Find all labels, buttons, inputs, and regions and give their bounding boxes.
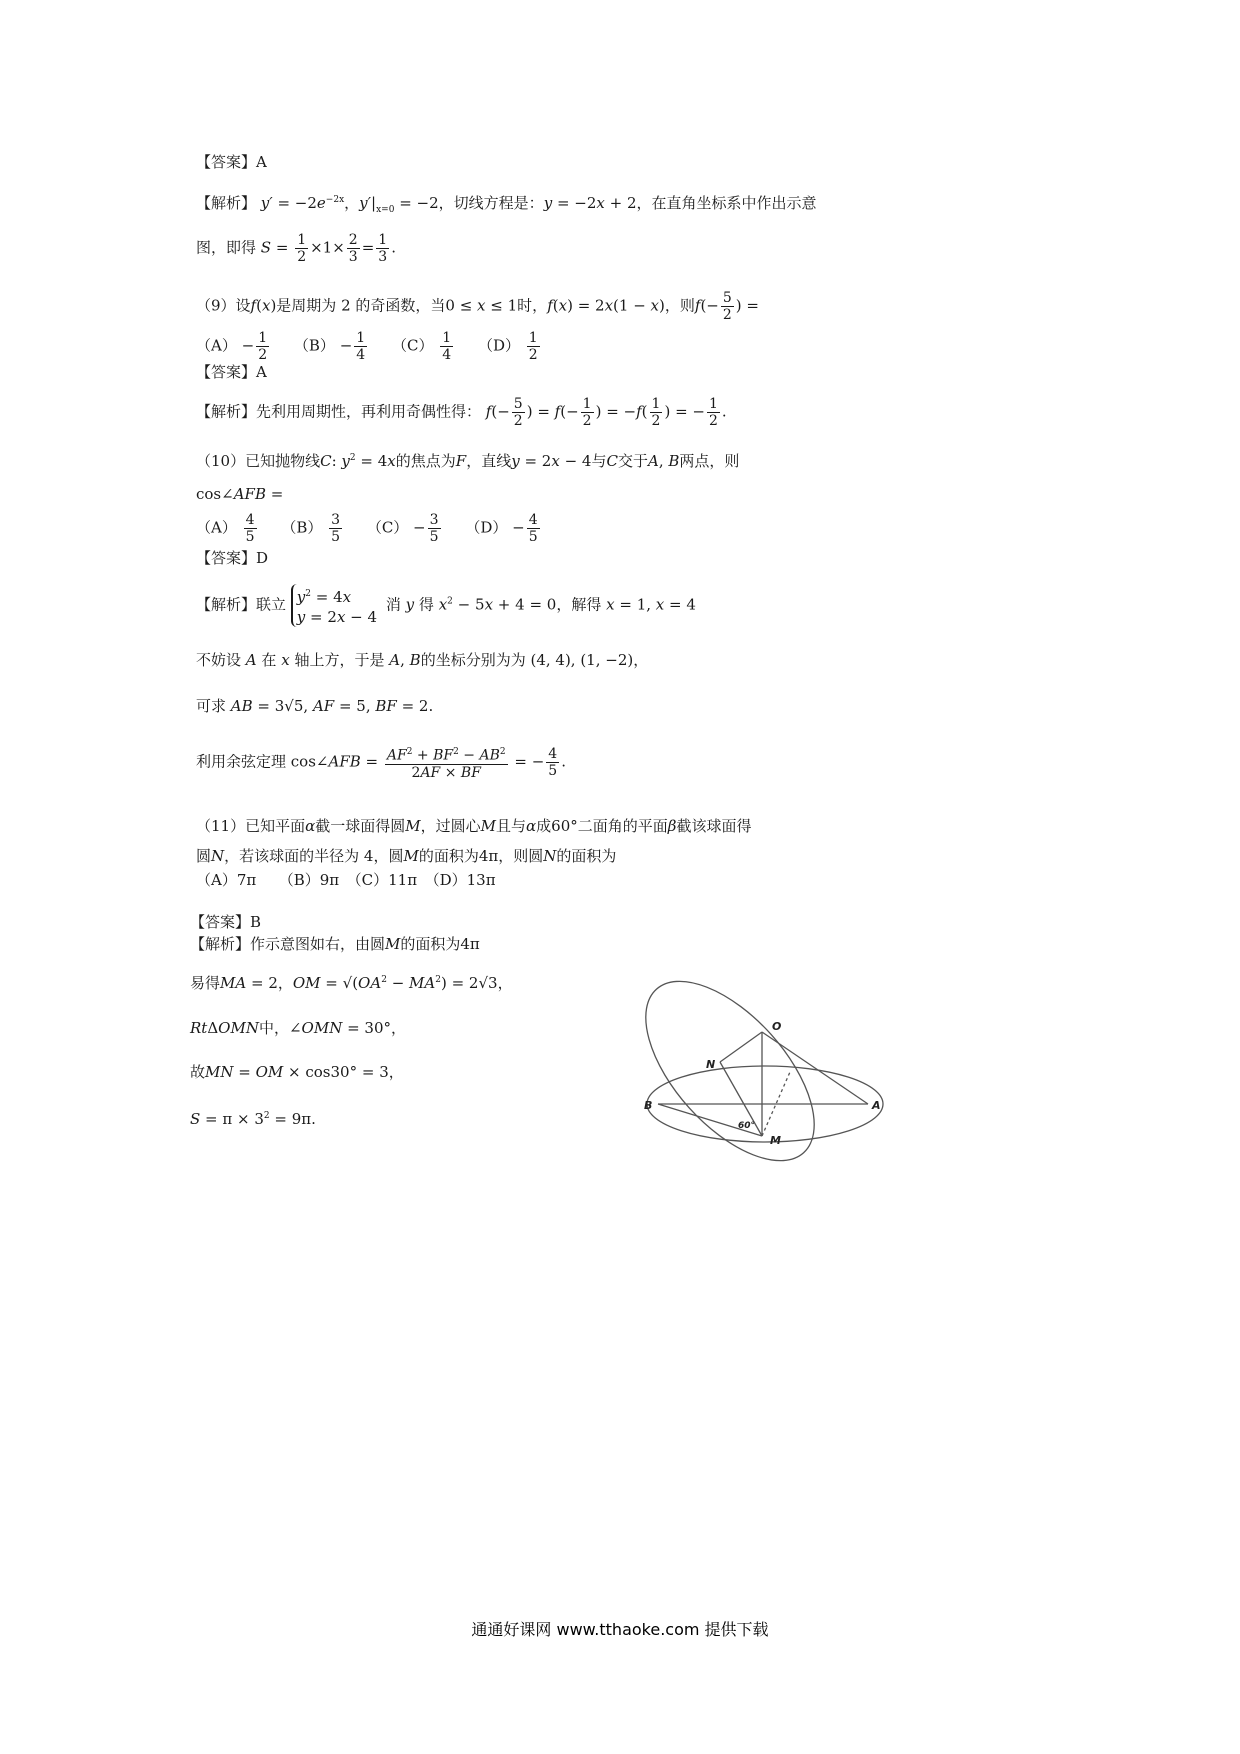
question-10-cont: cos∠AFB =	[196, 485, 284, 503]
text: 与	[591, 452, 607, 470]
text: ，切线方程是：	[438, 194, 544, 212]
text: 成	[536, 817, 552, 835]
circle-n-ellipse	[640, 976, 844, 1166]
text: 的焦点为	[395, 452, 456, 470]
option-c: （C）	[391, 336, 434, 355]
label-angle: 60°	[738, 1121, 756, 1131]
footer: 通通好课网 www.tthaoke.com 提供下载	[471, 1620, 769, 1639]
text: 是周期为 2 的奇函数，当	[276, 296, 446, 315]
text: ，在直角坐标系中作出示意	[636, 194, 817, 212]
option-d: （D）	[477, 336, 520, 355]
answer-text: 【答案】D	[196, 549, 269, 567]
label-o: O	[772, 1020, 782, 1033]
text: 交于	[617, 452, 648, 470]
label-b: B	[644, 1099, 653, 1112]
answer-text: 【答案】B	[190, 913, 262, 931]
answer-line	[196, 548, 268, 568]
text: 利用余弦定理	[196, 752, 287, 771]
text: （9）设	[196, 296, 251, 315]
text: 【解析】联立	[196, 595, 287, 614]
text: 两点，则	[679, 452, 740, 470]
text: 【解析】作示意图如右，由圆	[190, 935, 386, 953]
text: 得	[418, 595, 434, 614]
line-no	[720, 1032, 762, 1062]
text: 的坐标分别为为	[420, 651, 526, 669]
solution-line: RtΔOMN中，∠OMN = 30°，	[190, 1019, 407, 1037]
solution-line: 图，即得 S = $\frac{1}{2}$ ×1× $\frac{2}{3}$ = $\frac{1}{3}$ .	[196, 232, 396, 265]
text: 故	[190, 1063, 206, 1081]
text: 在	[261, 651, 277, 669]
line-oa	[762, 1032, 868, 1104]
solution-line: $S = \pi \times 3^2 = 9\pi$.	[190, 1110, 316, 1128]
text: 中，	[258, 1019, 289, 1037]
question-11-cont: 圆N，若该球面的半径为 4，圆M的面积为4π，则圆N的面积为	[196, 847, 617, 865]
options-9: （A） − $\frac{1}{2}$ （B） − $\frac{1}{4}$ （C） $\frac{1}{4}$ （D） $\frac{1}{2}$	[196, 330, 538, 363]
text: ，则	[664, 296, 695, 315]
solution-label: 【解析】	[196, 194, 257, 212]
text: 【解析】先利用周期性，再利用奇偶性得：	[196, 402, 482, 421]
solution-line: 利用余弦定理 cos∠AFB = $\frac{AF^2 + BF^2 - AB^2}{2AF \times BF}$ = − $\frac{4}{5}$ .	[196, 745, 566, 781]
label-a: A	[872, 1099, 881, 1112]
text: 截该球面得	[676, 817, 752, 835]
text: 消	[385, 595, 401, 614]
text: 圆	[196, 847, 212, 865]
question-10: （10）已知抛物线C: $y^2 = 4x$的焦点为F，直线y = 2x − 4与C交于A, B两点，则	[196, 452, 740, 470]
options-text: （A）7π （B）9π （C）11π （D）13π	[196, 871, 496, 889]
solution-line: 故MN = OM × cos30° = 3，	[190, 1063, 404, 1081]
text: 易得	[190, 974, 221, 992]
text: （11）已知平面	[196, 817, 306, 835]
option-b: （B）	[293, 336, 335, 355]
answer-line	[190, 912, 261, 932]
text: ，则圆	[498, 847, 544, 865]
answer-line	[196, 152, 267, 172]
text: 的面积为	[418, 847, 479, 865]
label-m: M	[770, 1134, 781, 1147]
text: （10）已知抛物线	[196, 452, 321, 470]
text: 不妨设	[196, 651, 242, 669]
solution-line: 【解析】联立 $y^2 = 4x$ y = 2x − 4 消 y 得 $x^2 - 5x + 4 = 0$，解得 x = 1, x = 4	[196, 584, 696, 627]
text: 图，即得	[196, 238, 257, 257]
solution-line: 不妨设 A 在 x 轴上方，于是 A, B的坐标分别为为 (4, 4), (1, −2)，	[196, 651, 649, 669]
option-a: （A）	[196, 336, 237, 355]
solution-line: 【解析】先利用周期性，再利用奇偶性得： f(− $\frac{5}{2}$ ) = f(− $\frac{1}{2}$ ) = −f( $\frac{1}{2}$ ) = − $\frac{1}{2}$ .	[196, 396, 727, 429]
answer-line	[196, 362, 267, 382]
text: 截一球面得圆	[315, 817, 406, 835]
text: ，直线	[466, 452, 512, 470]
text: ，若该球面的半径为 4，圆	[224, 847, 404, 865]
text: 二面角的平面	[577, 817, 668, 835]
text: 且与	[495, 817, 526, 835]
text: ，过圆心	[420, 817, 481, 835]
answer-text: 【答案】A	[196, 363, 267, 381]
answer-text: 【答案】A	[196, 153, 267, 171]
solution-line: 可求 AB = 3√5, AF = 5, BF = 2.	[196, 697, 434, 715]
solution-line: 易得MA = 2，OM = $√(OA^2 - MA^2) = 2√3$，	[190, 974, 513, 992]
text: 时，	[517, 296, 548, 315]
text: 可求	[196, 697, 227, 715]
text: ，解得	[556, 595, 602, 614]
question-11: （11）已知平面α截一球面得圆M，过圆心M且与α成60°二面角的平面β截该球面得	[196, 817, 752, 835]
options-10: （A） $\frac{4}{5}$ （B） $\frac{3}{5}$ （C） − $\frac{3}{5}$ （D） − $\frac{4}{5}$	[196, 512, 538, 545]
text: 的面积为	[556, 847, 617, 865]
options-11	[196, 870, 496, 890]
solution-line: 【解析】 $y' = -2e^{-2x}$，$y'|_{x=0} = -2$，切线方程是：y = −2x + 2，在直角坐标系中作出示意	[196, 194, 817, 215]
text: 的面积为	[400, 935, 461, 953]
label-n: N	[706, 1058, 716, 1071]
solution-line: 【解析】作示意图如右，由圆M的面积为4π	[190, 935, 480, 953]
sphere-diagram	[640, 976, 890, 1166]
question-9: （9）设f(x)是周期为 2 的奇函数，当0 ≤ x ≤ 1时，f(x) = 2x(1 − x)，则f(− $\frac{5}{2}$ ) =	[196, 290, 759, 323]
text: 轴上方，于是	[294, 651, 385, 669]
